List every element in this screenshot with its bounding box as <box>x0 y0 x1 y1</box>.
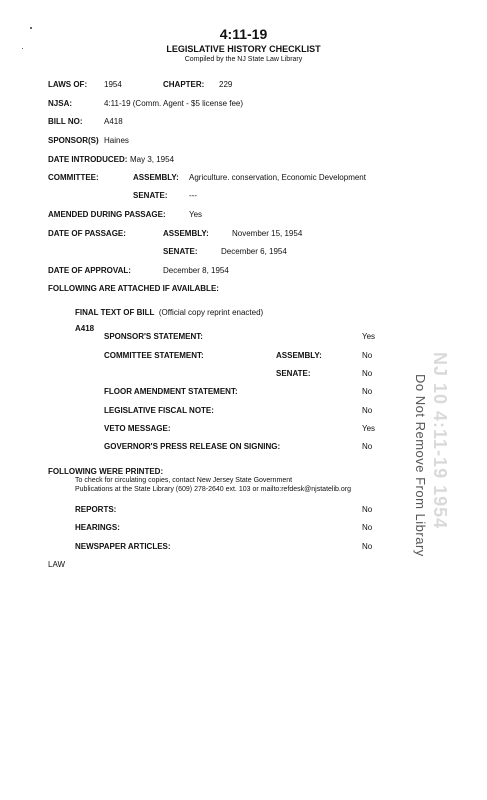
date-of-passage-label: DATE OF PASSAGE: <box>48 229 126 238</box>
chapter-label: CHAPTER: <box>163 80 205 89</box>
sponsor-statement-value: Yes <box>362 332 376 341</box>
date-introduced-value: May 3, 1954 <box>130 155 175 164</box>
njsa-value: 4:11-19 (Comm. Agent - $5 license fee) <box>104 99 244 108</box>
njsa-label: NJSA: <box>48 99 73 108</box>
fiscal-note-label: LEGISLATIVE FISCAL NOTE: <box>104 406 214 415</box>
hearings-value: No <box>362 523 373 532</box>
sponsors-label: SPONSOR(S) <box>48 136 99 145</box>
press-release-label: GOVERNOR'S PRESS RELEASE ON SIGNING: <box>104 442 281 451</box>
committee-assembly-value: Agriculture. conservation, Economic Development <box>189 173 366 182</box>
page-title: 4:11-19 <box>219 26 268 42</box>
committee-statement-label: COMMITTEE STATEMENT: <box>104 351 204 360</box>
bill-no-label: BILL NO: <box>48 117 83 126</box>
checklist-title: LEGISLATIVE HISTORY CHECKLIST <box>166 44 321 54</box>
final-text-label: FINAL TEXT OF BILL <box>75 308 155 317</box>
date-of-approval-label: DATE OF APPROVAL: <box>48 266 131 275</box>
committee-statement-assembly-label: ASSEMBLY: <box>276 351 322 360</box>
stamp-call-number: NJ 10 4:11-19 1954 <box>430 352 450 530</box>
passage-assembly-label: ASSEMBLY: <box>163 229 209 238</box>
chapter-value: 229 <box>219 80 233 89</box>
committee-statement-senate-label: SENATE: <box>276 369 311 378</box>
committee-statement-senate-value: No <box>362 369 373 378</box>
amended-label: AMENDED DURING PASSAGE: <box>48 210 166 219</box>
committee-label: COMMITTEE: <box>48 173 99 182</box>
passage-senate-label: SENATE: <box>163 247 198 256</box>
attached-heading: FOLLOWING ARE ATTACHED IF AVAILABLE: <box>48 284 219 293</box>
laws-of-label: LAWS OF: <box>48 80 88 89</box>
committee-senate-label: SENATE: <box>133 191 168 200</box>
bill-no-value: A418 <box>104 117 123 126</box>
footer-law: LAW <box>48 560 66 569</box>
compiled-by: Compiled by the NJ State Law Library <box>184 56 303 63</box>
library-stamp <box>390 352 460 592</box>
newspaper-value: No <box>362 542 373 551</box>
date-introduced-label: DATE INTRODUCED: <box>48 155 128 164</box>
press-release-value: No <box>362 442 373 451</box>
laws-of-value: 1954 <box>104 80 122 89</box>
reports-value: No <box>362 505 373 514</box>
reports-label: REPORTS: <box>75 505 117 514</box>
final-text-note: (Official copy reprint enacted) <box>158 308 264 317</box>
sponsor-statement-label: SPONSOR'S STATEMENT: <box>104 332 203 341</box>
printed-note-1: To check for circulating copies, contact New Jersey State Government <box>75 477 293 484</box>
veto-label: VETO MESSAGE: <box>104 424 171 433</box>
bill-number: A418 <box>75 324 95 333</box>
passage-senate-value: December 6, 1954 <box>221 247 287 256</box>
printed-heading: FOLLOWING WERE PRINTED: <box>48 467 164 476</box>
veto-value: Yes <box>362 424 376 433</box>
printed-note-2: Publications at the State Library (609) 278-2640 ext. 103 or mailto:refdesk@njstatelib.org <box>75 486 351 493</box>
committee-statement-assembly-value: No <box>362 351 373 360</box>
committee-assembly-label: ASSEMBLY: <box>133 173 179 182</box>
fiscal-note-value: No <box>362 406 373 415</box>
sponsors-value: Haines <box>104 136 129 145</box>
floor-amendment-label: FLOOR AMENDMENT STATEMENT: <box>104 387 238 396</box>
stamp-do-not-remove: Do Not Remove From Library <box>413 374 428 557</box>
passage-assembly-value: November 15, 1954 <box>232 229 303 238</box>
date-of-approval-value: December 8, 1954 <box>163 266 229 275</box>
final-text-line <box>75 302 263 320</box>
floor-amendment-value: No <box>362 387 373 396</box>
newspaper-label: NEWSPAPER ARTICLES: <box>75 542 171 551</box>
amended-value: Yes <box>189 210 203 219</box>
hearings-label: HEARINGS: <box>75 523 120 532</box>
committee-senate-value: --- <box>189 191 197 200</box>
